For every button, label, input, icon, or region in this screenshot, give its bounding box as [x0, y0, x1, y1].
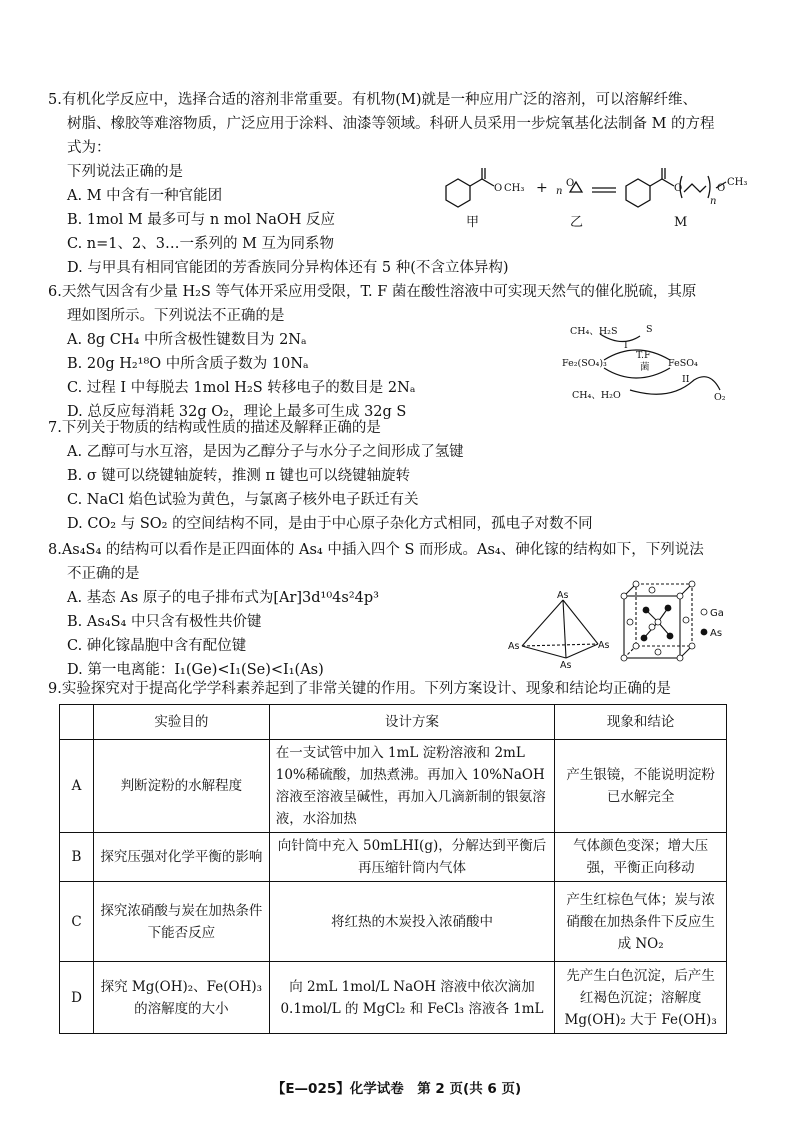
row-plan: 将红热的木炭投入浓硝酸中	[269, 882, 555, 962]
as-bottom-label: As	[560, 660, 572, 671]
row-purpose: 探究 Mg(OH)₂、Fe(OH)₃ 的溶解度的大小	[93, 962, 269, 1034]
as-legend-label: As	[710, 628, 723, 639]
question-7	[48, 416, 748, 536]
as-top-label: As	[557, 590, 569, 601]
q5-o-m: O	[674, 183, 683, 194]
row-key: D	[60, 962, 94, 1034]
row-plan: 向 2mL 1mol/L NaOH 溶液中依次滴加 0.1mol/L 的 MgCl₂ 和 FeCl₃ 溶液各 1mL	[269, 962, 555, 1034]
q6-fe2-label: FeSO₄	[668, 358, 698, 369]
q5-option-b: B. 1mol M 最多可与 n mol NaOH 反应	[67, 212, 336, 228]
q5-n-sub: n	[710, 196, 717, 207]
q6-out-label: CH₄、H₂O	[572, 390, 621, 401]
row-purpose: 判断淀粉的水解程度	[93, 740, 269, 833]
q6-tf-label: T.F	[636, 350, 651, 361]
row-result: 先产生白色沉淀，后产生红褐色沉淀；溶解度 Mg(OH)₂ 大于 Fe(OH)₃	[555, 962, 727, 1034]
q8-option-d: D. 第一电离能：I₁(Ge)<I₁(Se)<I₁(As)	[67, 662, 324, 678]
gaas-unit-cell-figure	[620, 580, 732, 680]
q5-option-c: C. n=1、2、3…一系列的 M 互为同系物	[67, 236, 335, 252]
row-key: A	[60, 740, 94, 833]
row-result: 气体颜色变深；增大压强，平衡正向移动	[555, 833, 727, 882]
q5-ch3-jia: CH₃	[504, 183, 525, 194]
q7-option-d: D. CO₂ 与 SO₂ 的空间结构不同，是由于中心原子杂化方式相同，孤电子对数不同	[67, 516, 593, 532]
experiment-table	[59, 704, 727, 1034]
q6-fe3-label: Fe₂(SO₄)₃	[562, 358, 607, 369]
row-purpose: 探究压强对化学平衡的影响	[93, 833, 269, 882]
q8-option-c: C. 砷化镓晶胞中含有配位键	[67, 638, 247, 654]
q6-s-label: S	[646, 324, 653, 335]
q5-reaction-figure	[430, 164, 750, 234]
q5-label-m: M	[674, 215, 688, 230]
q5-o-m2: O	[717, 183, 726, 194]
q6-stem-line-1: 6.天然气因含有少量 H₂S 等气体开采应用受限，T. F 菌在酸性溶液中可实现天然气的催化脱硫，其原	[48, 284, 697, 300]
as-legend-dot	[701, 629, 708, 636]
as-right-label: As	[598, 640, 610, 651]
q7-option-c: C. NaCl 焰色试验为黄色，与氯离子核外电子跃迁有关	[67, 492, 419, 508]
q5-stem-line-1: 5.有机化学反应中，选择合适的溶剂非常重要。有机物(M)就是一种应用广泛的溶剂，可以溶解纤维、	[48, 92, 697, 108]
row-key: B	[60, 833, 94, 882]
lower-arc	[604, 368, 670, 378]
q7-stem: 7.下列关于物质的结构或性质的描述及解释正确的是	[48, 420, 381, 436]
q8-option-a: A. 基态 As 原子的电子排布式为[Ar]3d¹⁰4s²4p³	[67, 590, 379, 606]
question-9	[48, 677, 748, 701]
q5-option-d: D. 与甲具有相同官能团的芳香族同分异构体还有 5 种(不含立体异构)	[67, 260, 509, 276]
q5-label-jia: 甲	[466, 215, 480, 230]
table-header-row	[60, 705, 727, 740]
q6-stem-line-2: 理如图所示。下列说法不正确的是	[67, 308, 285, 324]
table-header-cell	[60, 705, 94, 740]
q5-stem-line-3: 式为：	[67, 140, 111, 156]
q5-n-coef: n	[556, 186, 563, 197]
q7-option-b: B. σ 键可以绕键轴旋转，推测 π 键也可以绕键轴旋转	[67, 468, 411, 484]
as-left-label: As	[508, 641, 520, 652]
q5-label-yi: 乙	[570, 215, 584, 230]
row-purpose: 探究浓硝酸与炭在加热条件下能否反应	[93, 882, 269, 962]
q6-option-b: B. 20g H₂¹⁸O 中所含质子数为 10Nₐ	[67, 356, 309, 372]
q6-cycle-figure	[560, 320, 740, 404]
benzene-ring-jia	[446, 179, 470, 207]
q6-i-label: I	[624, 340, 628, 351]
q6-o2-label: O₂	[714, 392, 726, 403]
q5-ch3-m: CH₃	[727, 177, 748, 188]
table-row	[60, 882, 727, 962]
row-plan: 在一支试管中加入 1mL 淀粉溶液和 2mL 10%稀硫酸，加热煮沸。再加入 10%NaOH 溶液至溶液呈碱性，再加入几滴新制的银氨溶液，水浴加热	[269, 740, 555, 833]
table-header-cell: 现象和结论	[555, 705, 727, 740]
q5-plus: +	[536, 180, 548, 196]
table-row	[60, 833, 727, 882]
q6-ii-label: II	[682, 374, 690, 385]
table-header-cell: 设计方案	[269, 705, 555, 740]
q5-stem-line-2: 树脂、橡胶等难溶物质，广泛应用于涂料、油漆等领域。科研人员采用一步烷氧基化法制备 M 的方程	[67, 116, 715, 132]
q7-option-a: A. 乙醇可与水互溶，是因为乙醇分子与水分子之间形成了氢键	[67, 444, 464, 460]
row-plan: 向针筒中充入 50mLHI(g)，分解达到平衡后再压缩针筒内气体	[269, 833, 555, 882]
as4-tetrahedron-figure	[508, 588, 618, 672]
q5-o-epoxide: O	[566, 178, 575, 189]
q6-option-a: A. 8g CH₄ 中所含极性键数目为 2Nₐ	[67, 332, 307, 348]
process-ii-arrow	[630, 377, 720, 395]
table-header-cell: 实验目的	[93, 705, 269, 740]
page-footer: 【E—025】化学试卷 第 2 页(共 6 页)	[271, 1081, 522, 1097]
row-result: 产生红棕色气体；炭与浓硝酸在加热条件下反应生成 NO₂	[555, 882, 727, 962]
table-row	[60, 740, 727, 833]
q5-ask: 下列说法正确的是	[67, 164, 183, 180]
q5-o-jia: O	[494, 183, 503, 194]
table-row	[60, 962, 727, 1034]
row-result: 产生银镜，不能说明淀粉已水解完全	[555, 740, 727, 833]
q6-in-label: CH₄、H₂S	[570, 326, 618, 337]
q6-jun-label: 菌	[640, 362, 650, 373]
benzene-ring-m	[626, 179, 650, 207]
ga-legend-dot	[701, 609, 707, 615]
q8-stem-line-2: 不正确的是	[67, 566, 140, 582]
ga-legend-label: Ga	[710, 608, 724, 619]
q9-stem: 9.实验探究对于提高化学学科素养起到了非常关键的作用。下列方案设计、现象和结论均正确的是	[48, 681, 671, 697]
q6-option-d: D. 总反应每消耗 32g O₂，理论上最多可生成 32g S	[67, 404, 407, 420]
q5-option-a: A. M 中含有一种官能团	[67, 188, 223, 204]
q6-option-c: C. 过程 I 中每脱去 1mol H₂S 转移电子的数目是 2Nₐ	[67, 380, 416, 396]
row-key: C	[60, 882, 94, 962]
q8-option-b: B. As₄S₄ 中只含有极性共价键	[67, 614, 262, 630]
q8-stem-line-1: 8.As₄S₄ 的结构可以看作是正四面体的 As₄ 中插入四个 S 而形成。As₄、砷化镓的结构如下，下列说法	[48, 542, 704, 558]
